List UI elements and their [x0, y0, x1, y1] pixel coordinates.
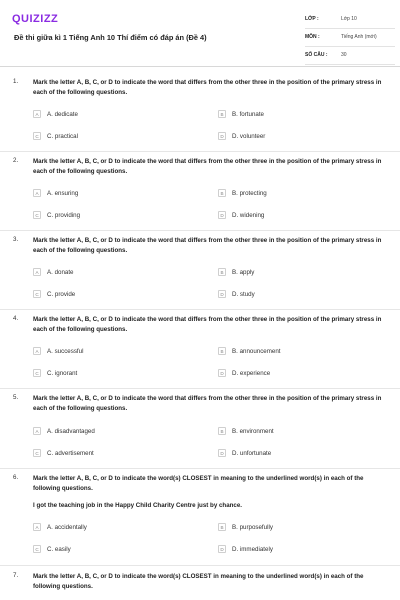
option-letter-box: A — [33, 347, 41, 355]
option-b[interactable] — [218, 522, 273, 532]
option-text: D. unfortunate — [232, 449, 272, 457]
option-text: D. volunteer — [232, 132, 266, 140]
divider — [0, 151, 400, 152]
option-text: C. practical — [47, 132, 78, 140]
option-letter-box: C — [33, 449, 41, 457]
worksheet-meta — [305, 14, 395, 68]
option-text: C. advertisement — [47, 449, 94, 457]
option-c[interactable] — [33, 289, 75, 299]
option-c[interactable] — [33, 210, 80, 220]
option-letter-box: C — [33, 132, 41, 140]
option-d[interactable] — [218, 448, 271, 458]
option-text: C. provide — [47, 290, 76, 298]
meta-label: SỐ CÂU : — [305, 52, 328, 58]
option-letter-box: C — [33, 369, 41, 377]
option-text: D. study — [232, 290, 255, 298]
meta-value: Lớp 10 — [341, 16, 357, 22]
option-text: D. immediately — [232, 545, 273, 553]
option-a[interactable] — [33, 109, 78, 119]
meta-row-count — [305, 50, 395, 65]
divider — [0, 309, 400, 310]
option-text: B. purposefully — [232, 523, 273, 531]
option-letter-box: C — [33, 290, 41, 298]
option-letter-box: D — [218, 290, 226, 298]
question-number: 2. — [13, 157, 19, 164]
option-letter-box: D — [218, 369, 226, 377]
option-letter-box: C — [33, 211, 41, 219]
option-text: A. accidentally — [47, 523, 87, 531]
option-text: B. protecting — [232, 189, 267, 197]
option-text: D. widening — [232, 211, 265, 219]
option-letter-box: D — [218, 211, 226, 219]
question-text: Mark the letter A, B, C, or D to indicate the word that differs from the other three in the position of the primary stress in each of the following questions. — [33, 237, 382, 254]
option-text: A. disadvantaged — [47, 427, 95, 435]
question-sentence: I got the teaching job in the Happy Child Charity Centre just by chance. — [33, 502, 243, 509]
divider — [0, 388, 400, 389]
meta-value: Tiếng Anh (mới) — [341, 34, 377, 40]
option-c[interactable] — [33, 544, 71, 554]
question-number: 3. — [13, 236, 19, 243]
question-number: 7. — [13, 572, 19, 579]
option-text: B. environment — [232, 427, 274, 435]
question-number: 1. — [13, 78, 19, 85]
worksheet-header — [0, 0, 400, 67]
option-c[interactable] — [33, 368, 77, 378]
question-number: 5. — [13, 394, 19, 401]
option-b[interactable] — [218, 346, 281, 356]
option-a[interactable] — [33, 522, 87, 532]
meta-label: LỚP : — [305, 16, 319, 22]
option-letter-box: A — [33, 268, 41, 276]
option-letter-box: D — [218, 449, 226, 457]
option-letter-box: B — [218, 427, 226, 435]
option-letter-box: A — [33, 523, 41, 531]
question-text: Mark the letter A, B, C, or D to indicate the word(s) CLOSEST in meaning to the underlined word(s) in each of the following questions. — [33, 573, 364, 590]
option-letter-box: D — [218, 132, 226, 140]
option-a[interactable] — [33, 346, 83, 356]
option-b[interactable] — [218, 188, 267, 198]
meta-row-subject — [305, 32, 395, 47]
option-text: B. fortunate — [232, 110, 264, 118]
option-a[interactable] — [33, 188, 78, 198]
option-letter-box: A — [33, 189, 41, 197]
option-letter-box: B — [218, 110, 226, 118]
option-text: C. ignorant — [47, 369, 78, 377]
option-text: B. announcement — [232, 347, 281, 355]
option-d[interactable] — [218, 210, 264, 220]
question-text: Mark the letter A, B, C, or D to indicate the word that differs from the other three in the position of the primary stress in each of the following questions. — [33, 79, 382, 96]
question-number: 4. — [13, 315, 19, 322]
option-b[interactable] — [218, 109, 264, 119]
option-a[interactable] — [33, 426, 95, 436]
meta-row-class — [305, 14, 395, 29]
option-letter-box: C — [33, 545, 41, 553]
option-text: B. apply — [232, 268, 255, 276]
meta-label: MÔN : — [305, 34, 320, 40]
option-text: A. dedicate — [47, 110, 78, 118]
option-text: A. successful — [47, 347, 84, 355]
divider — [0, 565, 400, 566]
option-text: C. easily — [47, 545, 71, 553]
option-letter-box: A — [33, 427, 41, 435]
option-letter-box: B — [218, 268, 226, 276]
option-d[interactable] — [218, 289, 255, 299]
option-d[interactable] — [218, 131, 265, 141]
option-letter-box: B — [218, 347, 226, 355]
option-text: D. experience — [232, 369, 271, 377]
divider — [0, 230, 400, 231]
divider — [0, 468, 400, 469]
question-number: 6. — [13, 474, 19, 481]
option-c[interactable] — [33, 131, 78, 141]
option-letter-box: B — [218, 189, 226, 197]
option-d[interactable] — [218, 368, 270, 378]
meta-value: 30 — [341, 52, 347, 58]
question-text: Mark the letter A, B, C, or D to indicate the word(s) CLOSEST in meaning to the underlined word(s) in each of the following questions. — [33, 475, 364, 492]
option-b[interactable] — [218, 267, 254, 277]
question-text: Mark the letter A, B, C, or D to indicate the word that differs from the other three in the position of the primary stress in each of the following questions. — [33, 316, 382, 333]
option-b[interactable] — [218, 426, 274, 436]
page-title: Đề thi giữa kì 1 Tiếng Anh 10 Thí điểm có đáp án (Đề 4) — [14, 33, 207, 42]
question-text: Mark the letter A, B, C, or D to indicate the word that differs from the other three in the position of the primary stress in each of the following questions. — [33, 395, 382, 412]
option-a[interactable] — [33, 267, 74, 277]
option-letter-box: B — [218, 523, 226, 531]
option-text: A. ensuring — [47, 189, 79, 197]
option-text: C. providing — [47, 211, 81, 219]
question-text: Mark the letter A, B, C, or D to indicate the word that differs from the other three in the position of the primary stress in each of the following questions. — [33, 158, 382, 175]
option-d[interactable] — [218, 544, 273, 554]
option-text: A. donate — [47, 268, 74, 276]
quizizz-logo: QUIZIZZ — [12, 13, 59, 25]
option-c[interactable] — [33, 448, 94, 458]
option-letter-box: A — [33, 110, 41, 118]
option-letter-box: D — [218, 545, 226, 553]
